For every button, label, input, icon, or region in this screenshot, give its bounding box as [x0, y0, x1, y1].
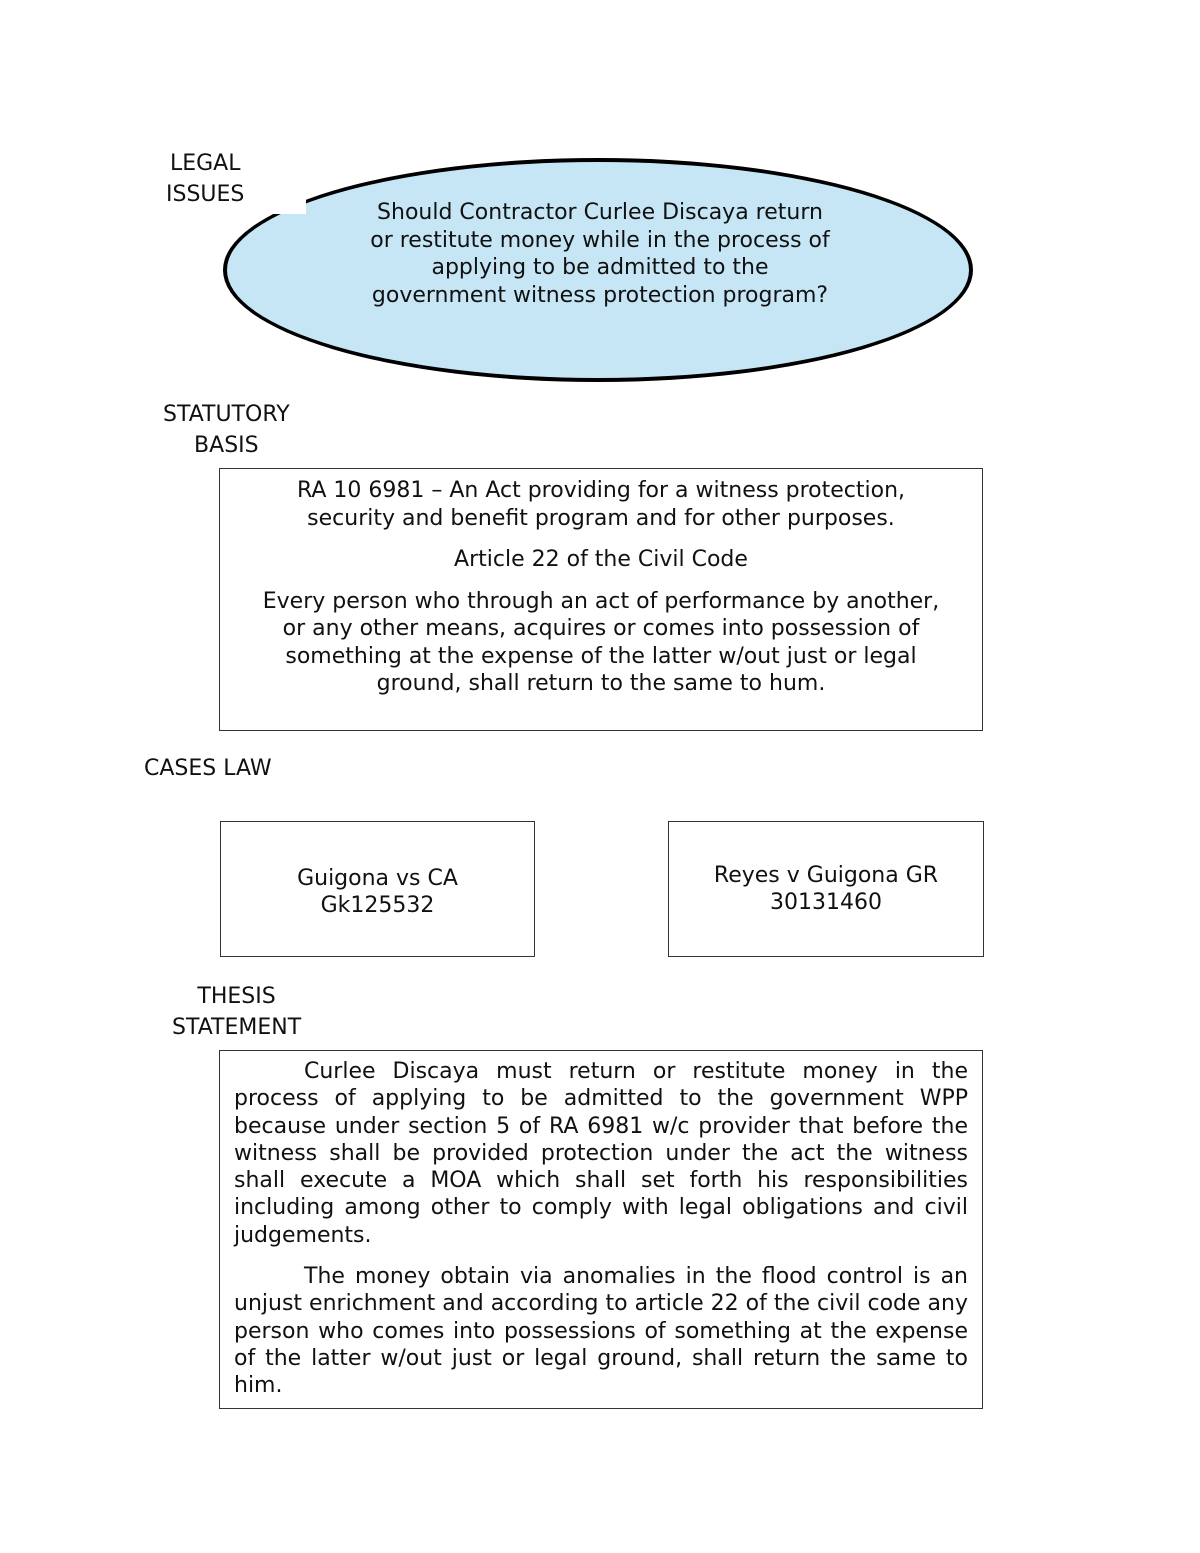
case-line: 30131460 [770, 890, 882, 915]
legal-issue-question [330, 199, 870, 309]
thesis-paragraph: Curlee Discaya must return or restitute money in the process of applying to be admitted to the government WPP because under section 5 of RA 6981 w/c provider that before the witness shall be provided protection under the act the witness shall execute a MOA which shall set forth his responsibilities including among other to comply with legal obligations and civil judgements. [234, 1059, 968, 1248]
cases-law-label: CASES LAW [144, 756, 272, 781]
thesis-statement-label-line: STATEMENT [172, 1015, 302, 1040]
thesis-statement-label [172, 981, 301, 1043]
article-title: Article 22 of the Civil Code [454, 547, 748, 572]
thesis-statement-label-line: THESIS [197, 984, 276, 1009]
question-line: government witness protection program? [371, 282, 829, 308]
case-text [714, 862, 938, 917]
case-box [220, 821, 535, 957]
article-line: ground, shall return to the same to hum. [376, 671, 826, 696]
question-line: applying to be admitted to the [431, 255, 769, 280]
thesis-paragraph: The money obtain via anomalies in the flood control is an unjust enrichment and according to article 22 of the civil code any person who comes into possessions of something at the expense of the latter w/out just or legal ground, shall return the same to him. [234, 1264, 968, 1399]
case-line: Reyes v Guigona GR [713, 862, 939, 888]
question-line: or restitute money while in the process of [370, 227, 830, 253]
case-line: Guigona vs CA [297, 865, 458, 891]
article-line: or any other means, acquires or comes into possession of [282, 616, 920, 641]
ellipse-callout-gap [268, 188, 306, 214]
case-line: Gk125532 [320, 893, 435, 918]
statutory-basis-label [163, 399, 290, 461]
article-line: something at the expense of the latter w/out just or legal [285, 643, 917, 669]
statutory-basis-label-line: STATUTORY [163, 402, 290, 427]
act-line: security and benefit program and for other purposes. [307, 505, 895, 531]
act-description [232, 477, 970, 532]
legal-issues-label-line: LEGAL [169, 151, 241, 176]
statutory-basis-label-line: BASIS [194, 433, 259, 458]
article-line: Every person who through an act of performance by another, [262, 588, 940, 614]
statutory-basis-box [219, 468, 983, 731]
case-box [668, 821, 984, 957]
act-line: RA 10 6981 – An Act providing for a witness protection, [296, 478, 906, 503]
legal-issues-label [166, 148, 244, 210]
thesis-statement-box [219, 1050, 983, 1409]
case-text [297, 859, 458, 920]
legal-issues-label-line: ISSUES [166, 182, 245, 207]
article-text [232, 588, 970, 698]
question-line: Should Contractor Curlee Discaya return [377, 200, 823, 225]
